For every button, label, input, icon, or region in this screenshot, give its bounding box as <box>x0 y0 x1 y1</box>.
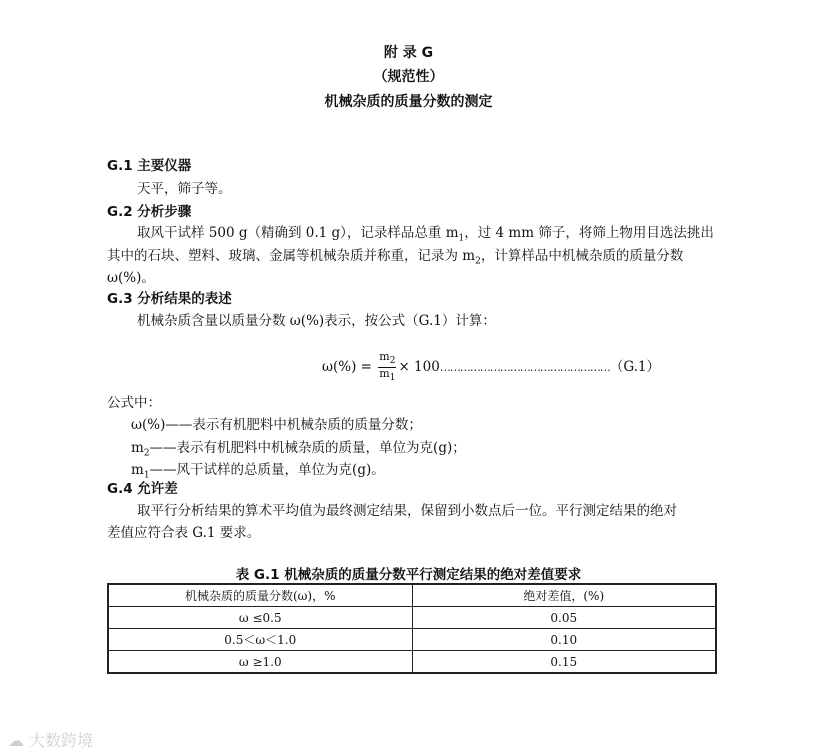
section-g1-body: 天平，筛子等。 <box>137 181 232 197</box>
table-cell: 0.5＜ω＜1.0 <box>108 629 412 651</box>
definition-omega: ω(%)——表示有机肥料中机械杂质的质量分数； <box>131 417 422 433</box>
g2-line1-sub: 1 <box>458 233 465 244</box>
formula-label: （G.1） <box>609 359 661 376</box>
definition-m1: $m_1——$风干试样的总质量，单位为克(g)。 <box>131 462 385 481</box>
formula-denominator: $m_1$ <box>379 367 396 384</box>
table-row <box>108 651 716 674</box>
tolerance-table <box>107 583 717 674</box>
section-g2-line2 <box>107 244 683 267</box>
g2-line1-text-b: ，过 4 mm 筛子，将筛上物用目选法挑出 <box>464 225 714 241</box>
formula-where-label: 公式中： <box>107 395 161 411</box>
section-g4-heading: G.4 允许差 <box>107 481 178 497</box>
section-g2-heading: G.2 分析步骤 <box>107 204 192 220</box>
section-g4-line2: 差值应符合表 G.1 要求。 <box>107 525 261 541</box>
table-caption: 表 G.1 机械杂质的质量分数平行测定结果的绝对差值要求 <box>235 567 582 583</box>
watermark <box>8 728 93 751</box>
section-g1-heading: G.1 主要仪器 <box>107 158 192 174</box>
table-header-row <box>108 584 716 607</box>
table-header-cell: 机械杂质的质量分数(ω)，% <box>108 584 412 607</box>
appendix-title: 机械杂质的质量分数的测定 <box>324 94 493 110</box>
table-header-cell: 绝对差值，(%) <box>412 584 716 607</box>
formula-leader-dots: …………………………………………… <box>439 361 610 375</box>
g2-line1-text-a: 取风干试样 500 g（精确到 0.1 g），记录样品总重 m <box>137 225 459 241</box>
section-g3-body: 机械杂质含量以质量分数 ω(%)表示，按公式（G.1）计算： <box>137 313 496 329</box>
formula-numerator: $m_2$ <box>379 350 396 367</box>
section-g4-line1: 取平行分析结果的算术平均值为最终测定结果，保留到小数点后一位。平行测定结果的绝对 <box>137 503 677 519</box>
formula-rhs: × 100 <box>398 359 440 376</box>
formula-lhs: ω(%) = <box>322 359 372 376</box>
table-cell: 0.05 <box>412 607 716 629</box>
formula-g1 <box>322 351 660 384</box>
section-g2-line1 <box>137 221 714 244</box>
table-row <box>108 607 716 629</box>
section-g2-line3: ω(%)。 <box>107 270 155 286</box>
g2-line2-sub: 2 <box>475 256 481 267</box>
normative-label: （规范性） <box>373 69 444 85</box>
g2-line2-text-b: ，计算样品中机械杂质的质量分数 <box>480 248 684 264</box>
table-cell: ω ≤0.5 <box>108 607 412 629</box>
appendix-label: 附 录 G <box>383 45 434 61</box>
g2-line2-text-a: 其中的石块、塑料、玻璃、金属等机械杂质并称重，记录为 m <box>107 248 476 264</box>
formula-fraction <box>378 351 396 384</box>
table-cell: 0.10 <box>412 629 716 651</box>
table-cell: ω ≥1.0 <box>108 651 412 674</box>
table-row <box>108 629 716 651</box>
table-cell: 0.15 <box>412 651 716 674</box>
watermark-logo-icon: ☁ <box>8 731 24 750</box>
watermark-text: 大数跨境 <box>29 731 94 750</box>
section-g3-heading: G.3 分析结果的表述 <box>107 291 232 307</box>
definition-m2: $m_2——$表示有机肥料中机械杂质的质量，单位为克(g)； <box>131 440 466 459</box>
